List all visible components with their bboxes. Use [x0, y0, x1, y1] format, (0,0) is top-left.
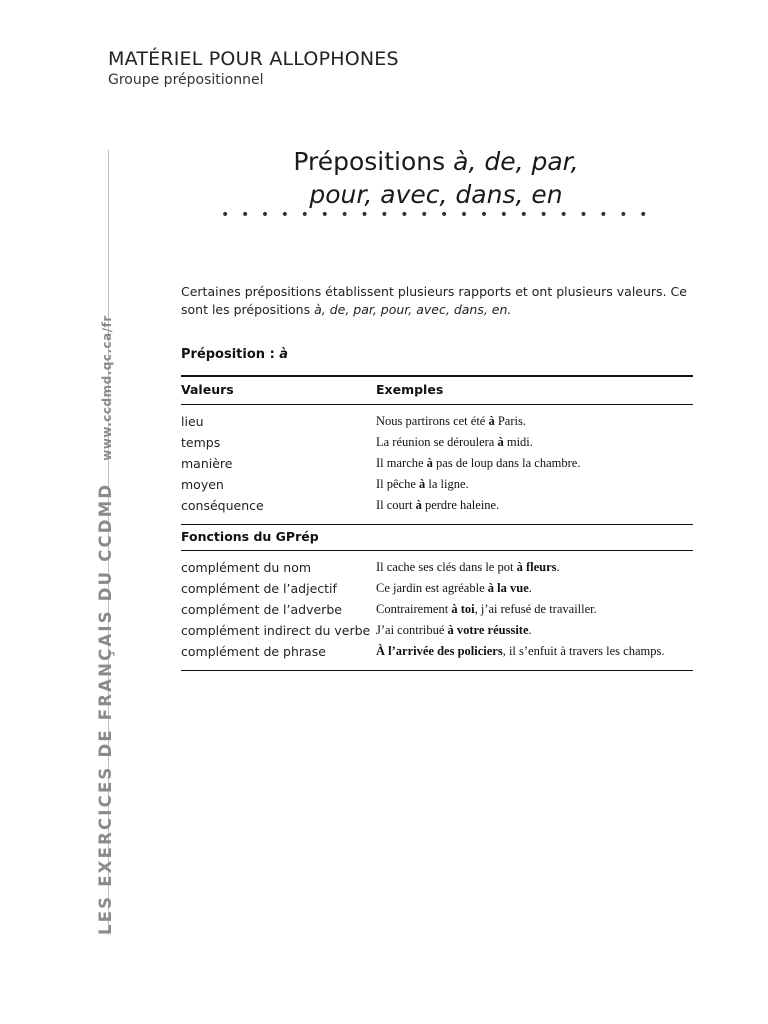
row-label: complément de phrase	[181, 644, 326, 659]
table-header-rule	[181, 404, 693, 405]
example-text: La réunion se déroulera	[376, 435, 498, 449]
table-row	[181, 495, 693, 516]
row-example	[376, 641, 664, 662]
example-text: J’ai contribué	[376, 623, 448, 637]
row-label: complément du nom	[181, 560, 312, 575]
example-emphasis: à toi	[451, 602, 475, 616]
table-row	[181, 474, 693, 495]
example-text: Paris.	[494, 414, 526, 428]
row-label: conséquence	[181, 498, 264, 513]
table-row	[181, 453, 693, 474]
example-text: .	[528, 623, 532, 637]
functions-rows	[181, 557, 693, 662]
example-emphasis: à	[497, 435, 504, 449]
row-example	[376, 620, 532, 641]
sidebar-vertical-text	[96, 315, 115, 935]
table-row	[181, 641, 693, 662]
example-text: la ligne.	[425, 477, 469, 491]
table-row	[181, 578, 693, 599]
row-example	[376, 495, 499, 516]
table-row	[181, 599, 693, 620]
row-label: lieu	[181, 414, 204, 429]
page-title	[180, 145, 692, 211]
example-text: Il pêche	[376, 477, 420, 491]
table-bottom-rule	[181, 670, 693, 671]
example-text: perdre haleine.	[421, 498, 500, 512]
row-example	[376, 474, 469, 495]
example-text: Ce jardin est agréable	[376, 581, 488, 595]
intro-paragraph	[181, 283, 693, 319]
table-row	[181, 620, 693, 641]
section-label: Préposition :	[181, 347, 280, 362]
row-label: manière	[181, 456, 233, 471]
example-emphasis: à	[415, 498, 422, 512]
section-preposition: à	[279, 347, 289, 362]
title-italic-1: à, de, par,	[453, 147, 579, 176]
row-example	[376, 578, 532, 599]
title-dotted-rule: • • • • • • • • • • • • • • • • • • • • • •	[221, 207, 651, 223]
col-header-examples: Exemples	[376, 382, 444, 397]
example-emphasis: à votre réussite	[447, 623, 529, 637]
example-text: Il court	[376, 498, 416, 512]
example-text: .	[556, 560, 560, 574]
row-label: complément de l’adverbe	[181, 602, 342, 617]
page-header	[108, 47, 399, 89]
example-text: Nous partirons cet été	[376, 414, 489, 428]
functions-top-rule	[181, 524, 693, 525]
example-emphasis: À l’arrivée des policiers	[376, 644, 503, 658]
row-example	[376, 432, 533, 453]
series-url: www.ccdmd.qc.ca/fr	[100, 315, 114, 461]
title-plain: Prépositions	[293, 147, 454, 176]
example-emphasis: à	[426, 456, 433, 470]
row-example	[376, 411, 526, 432]
row-example	[376, 453, 580, 474]
example-text: Il marche	[376, 456, 427, 470]
example-text: , j’ai refusé de travailler.	[474, 602, 597, 616]
section-title	[181, 347, 288, 362]
row-example	[376, 557, 560, 578]
example-emphasis: à	[488, 414, 495, 428]
values-rows	[181, 411, 693, 516]
row-label: temps	[181, 435, 221, 450]
table-row	[181, 432, 693, 453]
example-emphasis: à	[419, 477, 426, 491]
header-subtitle: Groupe prépositionnel	[108, 72, 264, 88]
row-example	[376, 599, 597, 620]
row-label: moyen	[181, 477, 224, 492]
intro-italic: à, de, par, pour, avec, dans, en.	[314, 302, 512, 317]
series-name: LES EXERCICES DE FRANÇAIS DU CCDMD	[96, 482, 115, 935]
row-label: complément indirect du verbe	[181, 623, 371, 638]
col-header-values: Valeurs	[181, 382, 234, 397]
title-italic-2: pour, avec, dans, en	[309, 180, 563, 209]
table-row	[181, 557, 693, 578]
functions-header-rule	[181, 550, 693, 551]
row-label: complément de l’adjectif	[181, 581, 337, 596]
functions-header: Fonctions du GPrép	[181, 529, 319, 544]
header-title: MATÉRIEL POUR ALLOPHONES	[108, 48, 399, 70]
example-emphasis: à la vue	[487, 581, 529, 595]
table-top-rule	[181, 375, 693, 377]
example-text: Il cache ses clés dans le pot	[376, 560, 517, 574]
table-row	[181, 411, 693, 432]
example-text: midi.	[503, 435, 533, 449]
example-emphasis: à fleurs	[516, 560, 557, 574]
example-text: .	[528, 581, 532, 595]
example-text: pas de loup dans la chambre.	[432, 456, 581, 470]
intro-text: Certaines prépositions établissent plusieurs rapports et ont plusieurs valeurs. Ce sont les prépositions	[181, 284, 687, 317]
example-text: Contrairement	[376, 602, 452, 616]
example-text: , il s’enfuit à travers les champs.	[502, 644, 665, 658]
